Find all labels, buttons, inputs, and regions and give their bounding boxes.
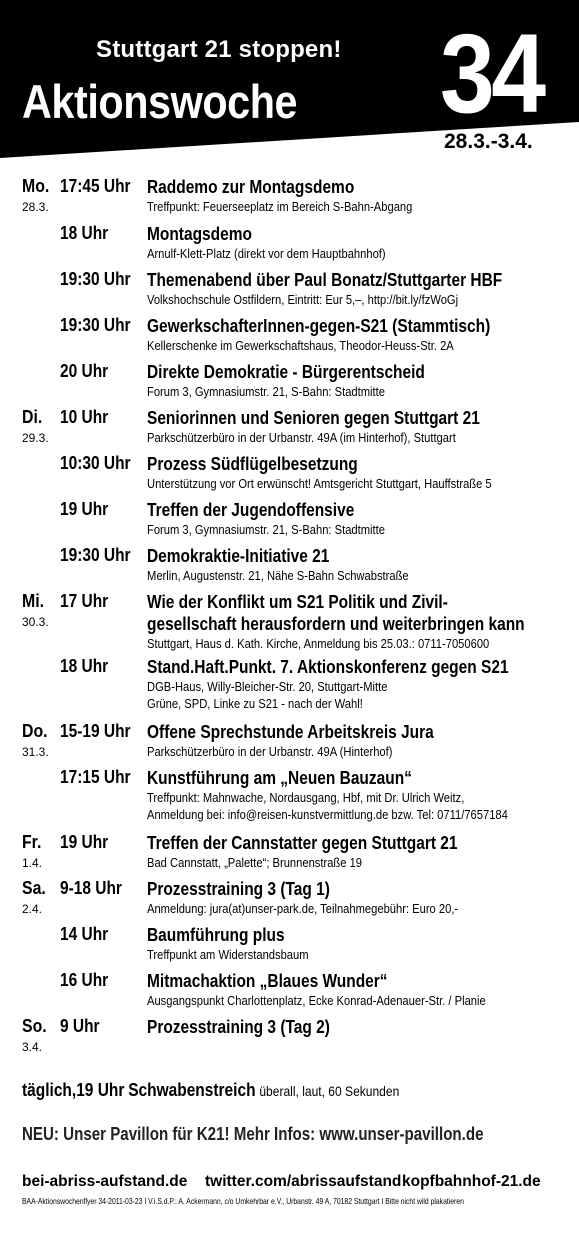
event-details: Grüne, SPD, Linke zu S21 - nach der Wahl! (147, 696, 363, 711)
event-time: 19 Uhr (60, 499, 109, 519)
event-body (147, 721, 567, 760)
event-row (0, 361, 579, 400)
event-day: Fr. (22, 832, 42, 852)
event-title: Demokraktie-Initiative 21 (147, 546, 330, 566)
event-details: Bad Cannstatt, „Palette“; Brunnenstraße 19 (147, 855, 363, 870)
event-time: 17:15 Uhr (60, 767, 131, 787)
event-body (147, 970, 567, 1009)
event-row (0, 656, 579, 712)
header-title: Aktionswoche (22, 75, 298, 128)
event-title: Prozesstraining 3 (Tag 1) (147, 879, 330, 899)
event-details: Anmeldung: jura(at)unser-park.de, Teilnahmegebühr: Euro 20,- (147, 901, 459, 916)
event-title: Treffen der Cannstatter gegen Stuttgart 21 (147, 833, 458, 853)
event-title: Mitmachaktion „Blaues Wunder“ (147, 971, 388, 991)
event-details: Forum 3, Gymnasiumstr. 21, S-Bahn: Stadtmitte (147, 384, 385, 399)
event-body (147, 591, 567, 652)
header-subtitle: Stuttgart 21 stoppen! (96, 36, 342, 63)
event-body (147, 499, 567, 538)
link-bei-abriss-aufstand[interactable]: bei-abriss-aufstand.de (22, 1173, 188, 1190)
event-day: Mi. (22, 591, 44, 611)
event-day: So. (22, 1016, 47, 1036)
event-body (147, 315, 567, 354)
event-day-date: 30.3. (22, 615, 49, 629)
daily-time: täglich,19 Uhr (22, 1080, 125, 1100)
event-title: Themenabend über Paul Bonatz/Stuttgarter HBF (147, 270, 503, 290)
event-title: Kunstführung am „Neuen Bauzaun“ (147, 768, 412, 788)
event-time: 19:30 Uhr (60, 545, 131, 565)
event-body (147, 656, 567, 712)
header-banner (0, 0, 579, 160)
daily-event (22, 1080, 399, 1101)
event-time: 18 Uhr (60, 656, 109, 676)
event-details: Volkshochschule Ostfildern, Eintritt: Eur 5,–, http://bit.ly/fzWoGj (147, 292, 459, 307)
event-details: Treffpunkt am Widerstandsbaum (147, 947, 309, 962)
event-details: Unterstützung vor Ort erwünscht! Amtsgericht Stuttgart, Hauffstraße 5 (147, 476, 492, 491)
event-row (0, 591, 579, 652)
event-day: Di. (22, 407, 43, 427)
event-row (0, 315, 579, 354)
event-details: DGB-Haus, Willy-Bleicher-Str. 20, Stuttgart-Mitte (147, 679, 388, 694)
event-row (0, 767, 579, 823)
event-row (0, 176, 579, 215)
event-day-date: 1.4. (22, 856, 43, 870)
edition-number: 34 (440, 11, 543, 136)
event-title: Montagsdemo (147, 224, 252, 244)
event-row (0, 499, 579, 538)
event-row (0, 223, 579, 262)
event-title: Baumführung plus (147, 925, 285, 945)
event-day-date: 31.3. (22, 745, 49, 759)
event-details: Parkschützerbüro in der Urbanstr. 49A (Hinterhof) (147, 744, 393, 759)
event-details: Kellerschenke im Gewerkschaftshaus, Theodor-Heuss-Str. 2A (147, 338, 454, 353)
event-time: 19:30 Uhr (60, 315, 131, 335)
event-details: Stuttgart, Haus d. Kath. Kirche, Anmeldung bis 25.03.: 0711-7050600 (147, 636, 490, 651)
event-row (0, 1016, 579, 1054)
event-time: 9-18 Uhr (60, 878, 122, 898)
event-title: Direkte Demokratie - Bürgerentscheid (147, 362, 425, 382)
event-time: 15-19 Uhr (60, 721, 131, 741)
event-day-date: 2.4. (22, 902, 43, 916)
event-day: Mo. (22, 176, 50, 196)
event-title: gesellschaft herausfordern und weiterbringen kann (147, 614, 525, 634)
event-day-date: 3.4. (22, 1040, 43, 1054)
event-row (0, 407, 579, 446)
link-twitter[interactable]: twitter.com/abrissaufstand (205, 1173, 402, 1190)
event-body (147, 767, 567, 823)
event-details: Anmeldung bei: info@reisen-kunstvermittlung.de bzw. Tel: 0711/7657184 (147, 807, 508, 822)
event-body (147, 832, 567, 871)
event-title: Seniorinnen und Senioren gegen Stuttgart 21 (147, 408, 480, 428)
event-title: Treffen der Jugendoffensive (147, 500, 355, 520)
event-details: Merlin, Augustenstr. 21, Nähe S-Bahn Schwabstraße (147, 568, 409, 583)
event-title: Wie der Konflikt um S21 Politik und Zivil- (147, 592, 448, 612)
event-body (147, 176, 567, 215)
event-time: 19 Uhr (60, 832, 109, 852)
event-time: 18 Uhr (60, 223, 109, 243)
event-body (147, 453, 567, 492)
event-day-date: 29.3. (22, 431, 49, 445)
event-details: Parkschützerbüro in der Urbanstr. 49A (im Hinterhof), Stuttgart (147, 430, 456, 445)
date-range: 28.3.-3.4. (444, 130, 533, 153)
event-details: Treffpunkt: Feuerseeplatz im Bereich S-Bahn-Abgang (147, 199, 413, 214)
event-body (147, 878, 567, 917)
event-time: 16 Uhr (60, 970, 109, 990)
event-body (147, 361, 567, 400)
event-title: GewerkschafterInnen-gegen-S21 (Stammtisch) (147, 316, 491, 336)
imprint: BAA-Aktionswochenflyer 34-2011-03-23 I V.i.S.d.P.: A. Ackermann, c/o Umkehrbar e.V., Urbanstr. 49 A, 70182 Stuttgart I Bitte nicht wild plakatieren (22, 1196, 464, 1206)
event-row (0, 721, 579, 760)
event-row (0, 970, 579, 1009)
event-row (0, 878, 579, 917)
event-body (147, 269, 567, 308)
event-row (0, 269, 579, 308)
news-line: NEU: Unser Pavillon für K21! Mehr Infos: www.unser-pavillon.de (22, 1124, 484, 1144)
event-details: Arnulf-Klett-Platz (direkt vor dem Hauptbahnhof) (147, 246, 386, 261)
event-day-date: 28.3. (22, 200, 49, 214)
event-time: 10 Uhr (60, 407, 109, 427)
event-day: Do. (22, 721, 48, 741)
event-body (147, 924, 567, 963)
event-title: Prozess Südflügelbesetzung (147, 454, 358, 474)
event-row (0, 545, 579, 584)
event-time: 9 Uhr (60, 1016, 100, 1036)
event-row (0, 924, 579, 963)
event-details: Ausgangspunkt Charlottenplatz, Ecke Konrad-Adenauer-Str. / Planie (147, 993, 486, 1008)
event-title: Raddemo zur Montagsdemo (147, 177, 355, 197)
event-body (147, 545, 567, 584)
event-time: 10:30 Uhr (60, 453, 131, 473)
event-details: Forum 3, Gymnasiumstr. 21, S-Bahn: Stadtmitte (147, 522, 385, 537)
event-time: 19:30 Uhr (60, 269, 131, 289)
event-day: Sa. (22, 878, 46, 898)
event-time: 20 Uhr (60, 361, 109, 381)
event-title: Offene Sprechstunde Arbeitskreis Jura (147, 722, 434, 742)
event-title: Prozesstraining 3 (Tag 2) (147, 1017, 330, 1037)
event-time: 14 Uhr (60, 924, 109, 944)
event-time: 17:45 Uhr (60, 176, 131, 196)
event-body (147, 407, 567, 446)
event-row (0, 832, 579, 871)
event-body (147, 1016, 567, 1038)
event-time: 17 Uhr (60, 591, 109, 611)
daily-title: Schwabenstreich (128, 1080, 256, 1100)
event-body (147, 223, 567, 262)
event-row (0, 453, 579, 492)
event-title: Stand.Haft.Punkt. 7. Aktionskonferenz gegen S21 (147, 657, 509, 677)
event-details: Treffpunkt: Mahnwache, Nordausgang, Hbf, mit Dr. Ulrich Weitz, (147, 790, 465, 805)
link-kopfbahnhof-21[interactable]: kopfbahnhof-21.de (402, 1173, 541, 1190)
daily-description: überall, laut, 60 Sekunden (259, 1083, 400, 1099)
